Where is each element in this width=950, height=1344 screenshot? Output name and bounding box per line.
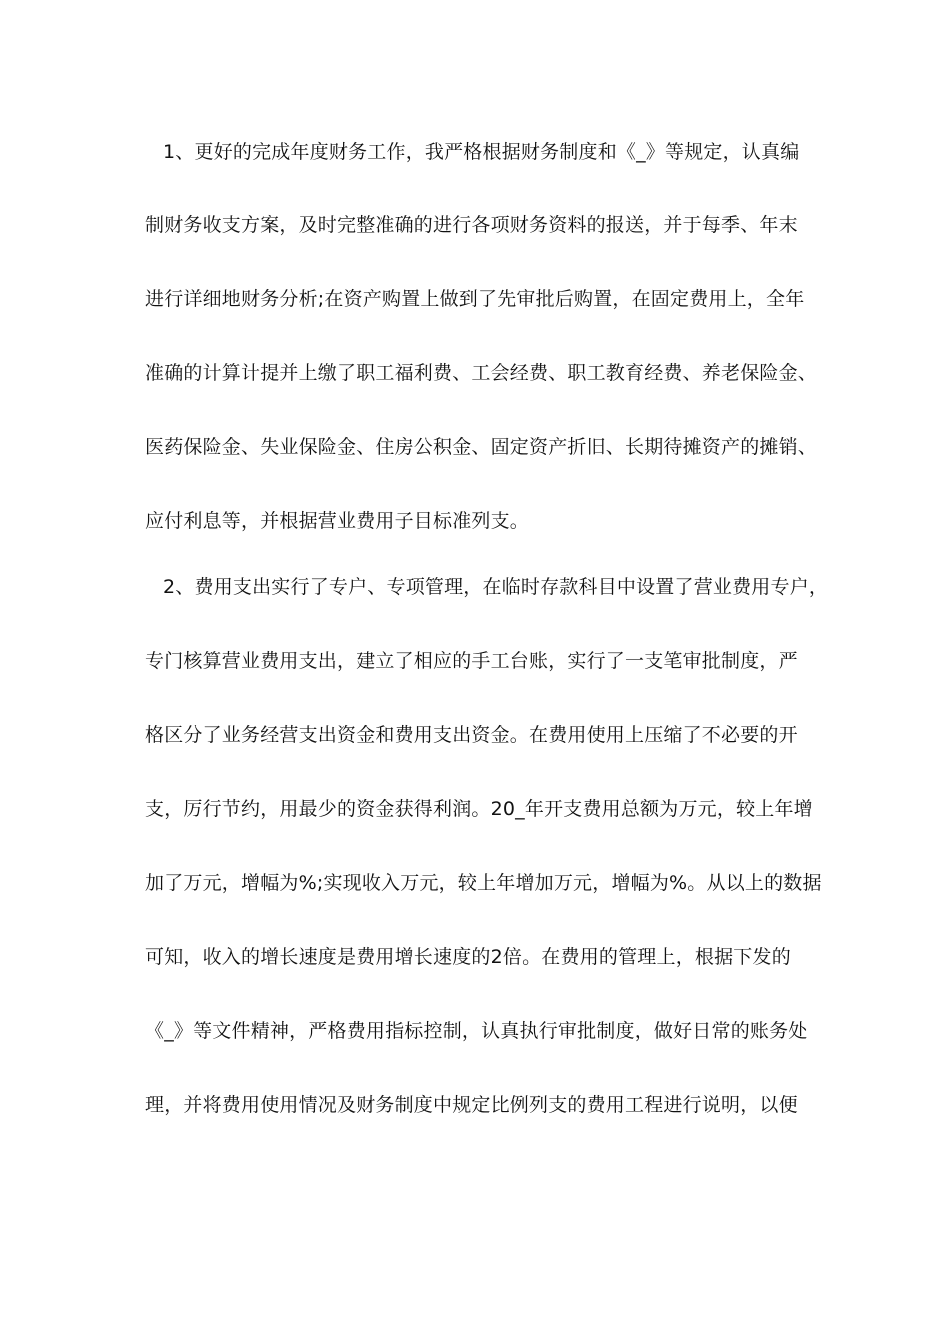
paragraph-1-line-4: 准确的计算计提并上缴了职工福利费、工会经费、职工教育经费、养老保险金、 [145, 362, 818, 384]
paragraph-1-line-3: 进行详细地财务分析;在资产购置上做到了先审批后购置，在固定费用上，全年 [145, 288, 805, 310]
paragraph-2-line-7: 《_》等文件精神，严格费用指标控制，认真执行审批制度，做好日常的账务处 [145, 1020, 808, 1042]
paragraph-1-line-2: 制财务收支方案，及时完整准确的进行各项财务资料的报送，并于每季、年末 [145, 214, 798, 236]
paragraph-2-line-3: 格区分了业务经营支出资金和费用支出资金。在费用使用上压缩了不必要的开 [145, 724, 798, 746]
paragraph-2-line-8: 理，并将费用使用情况及财务制度中规定比例列支的费用工程进行说明，以便 [145, 1094, 798, 1116]
paragraph-2-line-4: 支，厉行节约，用最少的资金获得利润。20_年开支费用总额为万元，较上年增 [145, 798, 813, 820]
paragraph-1-line-6: 应付利息等，并根据营业费用子目标准列支。 [145, 510, 530, 532]
paragraph-2-line-1: 2、费用支出实行了专户、专项管理，在临时存款科目中设置了营业费用专户， [163, 576, 829, 598]
paragraph-2-line-2: 专门核算营业费用支出，建立了相应的手工台账，实行了一支笔审批制度，严 [145, 650, 798, 672]
paragraph-2-line-5: 加了万元，增幅为%;实现收入万元，较上年增加万元，增幅为%。从以上的数据 [145, 872, 822, 894]
paragraph-1-line-5: 医药保险金、失业保险金、住房公积金、固定资产折旧、长期待摊资产的摊销、 [145, 436, 818, 458]
paragraph-1-line-1: 1、更好的完成年度财务工作，我严格根据财务制度和《_》等规定，认真编 [163, 141, 800, 163]
paragraph-2-line-6: 可知，收入的增长速度是费用增长速度的2倍。在费用的管理上，根据下发的 [145, 946, 791, 968]
